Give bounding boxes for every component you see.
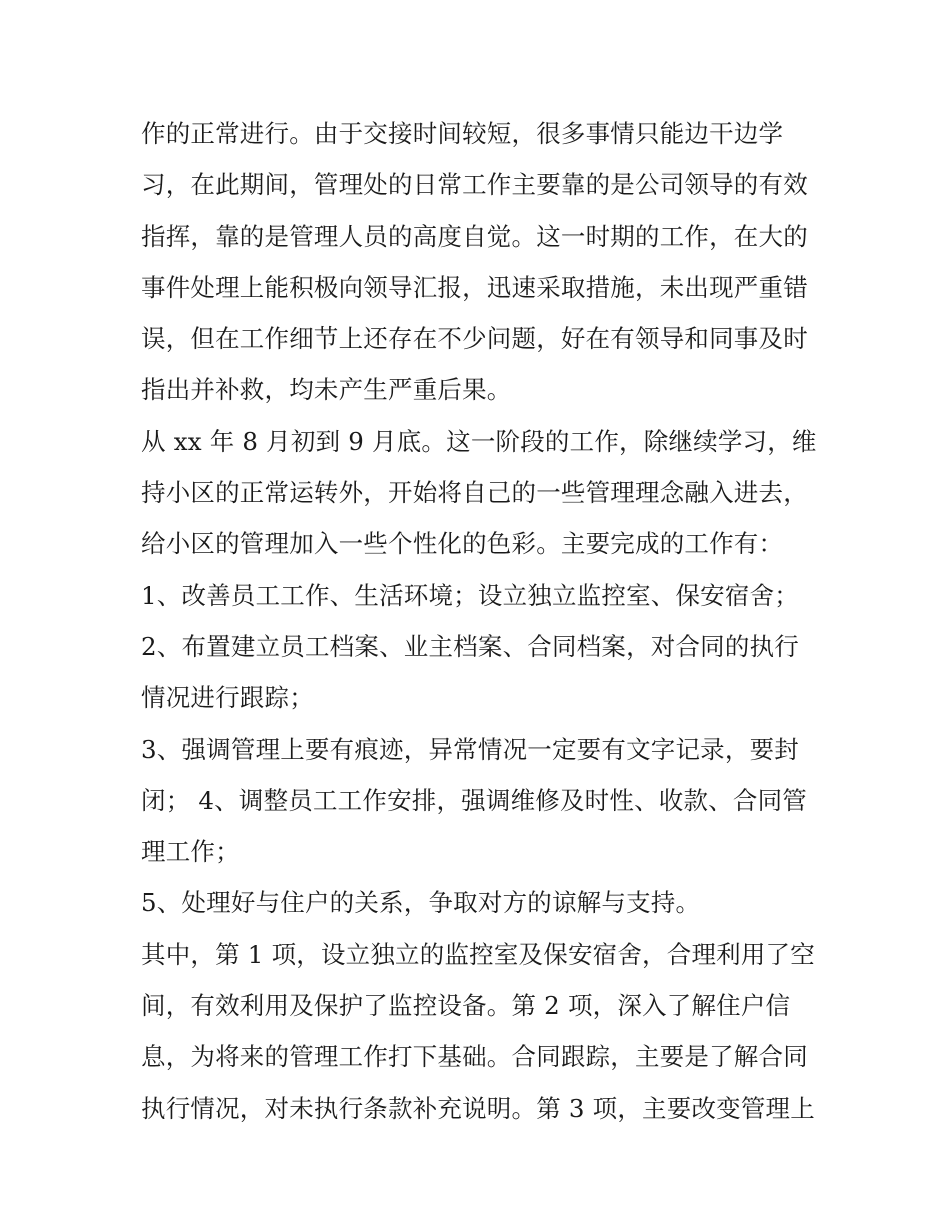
text-line: 误，但在工作细节上还存在不少问题，好在有领导和同事及时	[141, 324, 808, 354]
text-line: 间，有效利用及保护了监控设备。第 2 项，深入了解住户信	[141, 991, 791, 1021]
text-line: 其中，第 1 项，设立独立的监控室及保安宿舍，合理利用了空	[141, 939, 815, 969]
list-item-1: 1、改善员工工作、生活环境；设立独立监控室、保安宿舍；	[141, 580, 799, 610]
text-line: 作的正常进行。由于交接时间较短，很多事情只能边干边学	[141, 119, 784, 148]
text-line: 执行情况，对未执行条款补充说明。第 3 项，主要改变管理上	[141, 1093, 815, 1123]
body-text	[141, 108, 821, 1134]
text-line: 给小区的管理加入一些个性化的色彩。主要完成的工作有：	[141, 529, 784, 559]
text-line: 情况进行跟踪；	[141, 683, 314, 713]
text-line: 理工作；	[141, 837, 240, 867]
list-item-3: 3、强调管理上要有痕迹，异常情况一定要有文字记录，要封	[141, 734, 799, 764]
list-item-5: 5、处理好与住户的关系，争取对方的谅解与支持。	[141, 888, 701, 918]
text-line: 事件处理上能积极向领导汇报，迅速采取措施，未出现严重错	[141, 272, 808, 302]
text-line: 指出并补救，均未产生严重后果。	[141, 375, 512, 405]
text-line: 闭； 4、调整员工工作安排，强调维修及时性、收款、合同管	[141, 785, 807, 815]
list-item-2: 2、布置建立员工档案、业主档案、合同档案，对合同的执行	[141, 631, 799, 661]
text-line: 习，在此期间，管理处的日常工作主要靠的是公司领导的有效	[141, 170, 808, 200]
text-line: 从 xx 年 8 月初到 9 月底。这一阶段的工作，除继续学习，维	[141, 426, 817, 456]
text-line: 持小区的正常运转外，开始将自己的一些管理理念融入进去，	[141, 478, 808, 508]
text-line: 指挥，靠的是管理人员的高度自觉。这一时期的工作，在大的	[141, 221, 808, 251]
text-line: 息，为将来的管理工作打下基础。合同跟踪，主要是了解合同	[141, 1042, 808, 1072]
